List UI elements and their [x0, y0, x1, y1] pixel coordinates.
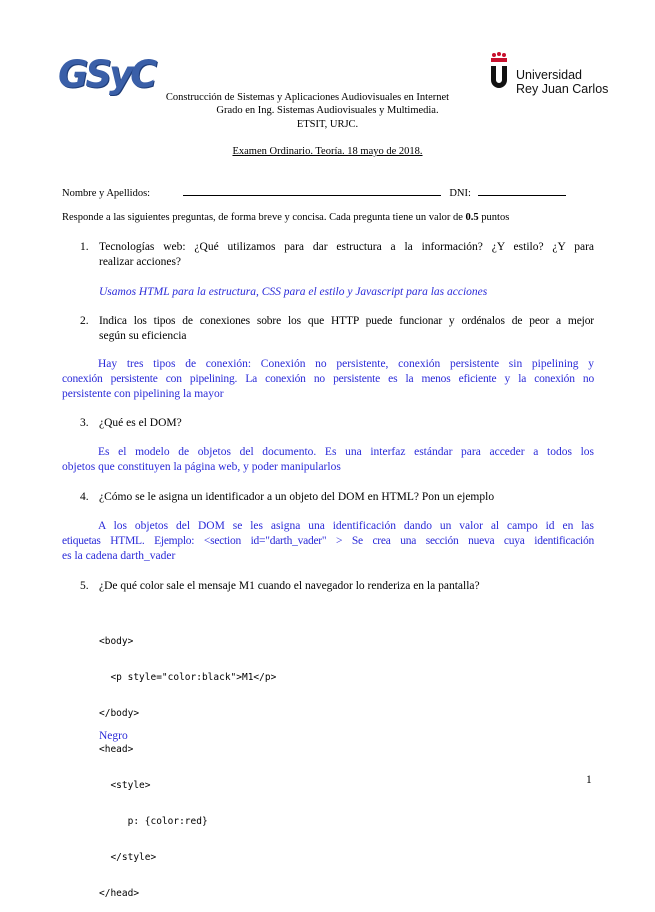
question-number: 4. — [80, 491, 89, 503]
name-field[interactable] — [183, 185, 441, 196]
answer-5: Negro — [99, 730, 128, 742]
question-number: 3. — [80, 417, 89, 429]
question-number: 5. — [80, 580, 89, 592]
university-line1: Universidad — [516, 68, 583, 82]
dni-label: DNI: — [449, 188, 471, 199]
answer-1: Usamos HTML para la estructura, CSS para el estilo y Javascript para las acciones — [99, 286, 488, 298]
instructions: Responde a las siguientes preguntas, de forma breve y concisa. Cada pregunta tiene un valor de 0.5 puntos — [62, 212, 510, 223]
exam-title: Examen Ordinario. Teoría. 18 mayo de 2018. — [232, 146, 423, 157]
university-line2: Rey Juan Carlos — [516, 82, 609, 96]
name-label: Nombre y Apellidos: — [62, 188, 151, 199]
code-line: <head> — [99, 744, 134, 755]
answer-2: Hay tres tipos de conexión: Conexión no persistente, conexión persistente sin pipelining y conexión persistente con pipelining. La conexión no persistente es la menos eficiente y la conexión no persistente con pipelining la mayor — [62, 358, 594, 400]
code-block — [99, 612, 276, 912]
question-2: Indica los tipos de conexiones sobre los que HTTP puede funcionar y ordénalos de peor a mejor según su eficiencia — [99, 315, 594, 342]
question-3: ¿Qué es el DOM? — [99, 417, 182, 429]
urjc-logo — [488, 52, 608, 96]
code-line: <p style="color:black">M1</p> — [99, 672, 277, 683]
code-line: </body> — [99, 708, 140, 719]
degree-title: Grado en Ing. Sistemas Audiovisuales y Multimedia. — [216, 105, 439, 116]
school-title: ETSIT, URJC. — [296, 119, 359, 130]
question-4: ¿Cómo se le asigna un identificador a un objeto del DOM en HTML? Pon un ejemplo — [99, 491, 495, 503]
code-line: <body> — [99, 636, 134, 647]
name-row — [62, 185, 602, 200]
code-line: <style> — [99, 780, 151, 791]
dni-field[interactable] — [478, 185, 566, 196]
gsyc-logo: GSyC — [58, 53, 155, 96]
page-number: 1 — [586, 774, 592, 786]
question-1: Tecnologías web: ¿Qué utilizamos para dar estructura a la información? ¿Y estilo? ¿Y para realizar acciones? — [99, 241, 594, 268]
code-line: </style> — [99, 852, 157, 863]
points-value: 0.5 — [465, 212, 479, 223]
code-line: p: {color:red} — [99, 816, 208, 827]
code-line: </head> — [99, 888, 140, 899]
answer-3: Es el modelo de objetos del documento. Es una interfaz estándar para acceder a todos los objetos que constituyen la página web, y poder manipularlos — [62, 446, 594, 473]
question-number: 1. — [80, 241, 89, 253]
question-number: 2. — [80, 315, 89, 327]
course-title: Construcción de Sistemas y Aplicaciones Audiovisuales en Internet — [165, 92, 450, 103]
question-5: ¿De qué color sale el mensaje M1 cuando el navegador lo renderiza en la pantalla? — [99, 580, 480, 592]
urjc-crown-icon — [488, 52, 510, 94]
answer-4: A los objetos del DOM se les asigna una identificación dando un valor al campo id en las etiquetas HTML. Ejemplo: <section id="darth_vader" > Se crea una sección nueva cuya identificación es la cadena darth_vader — [62, 520, 594, 562]
